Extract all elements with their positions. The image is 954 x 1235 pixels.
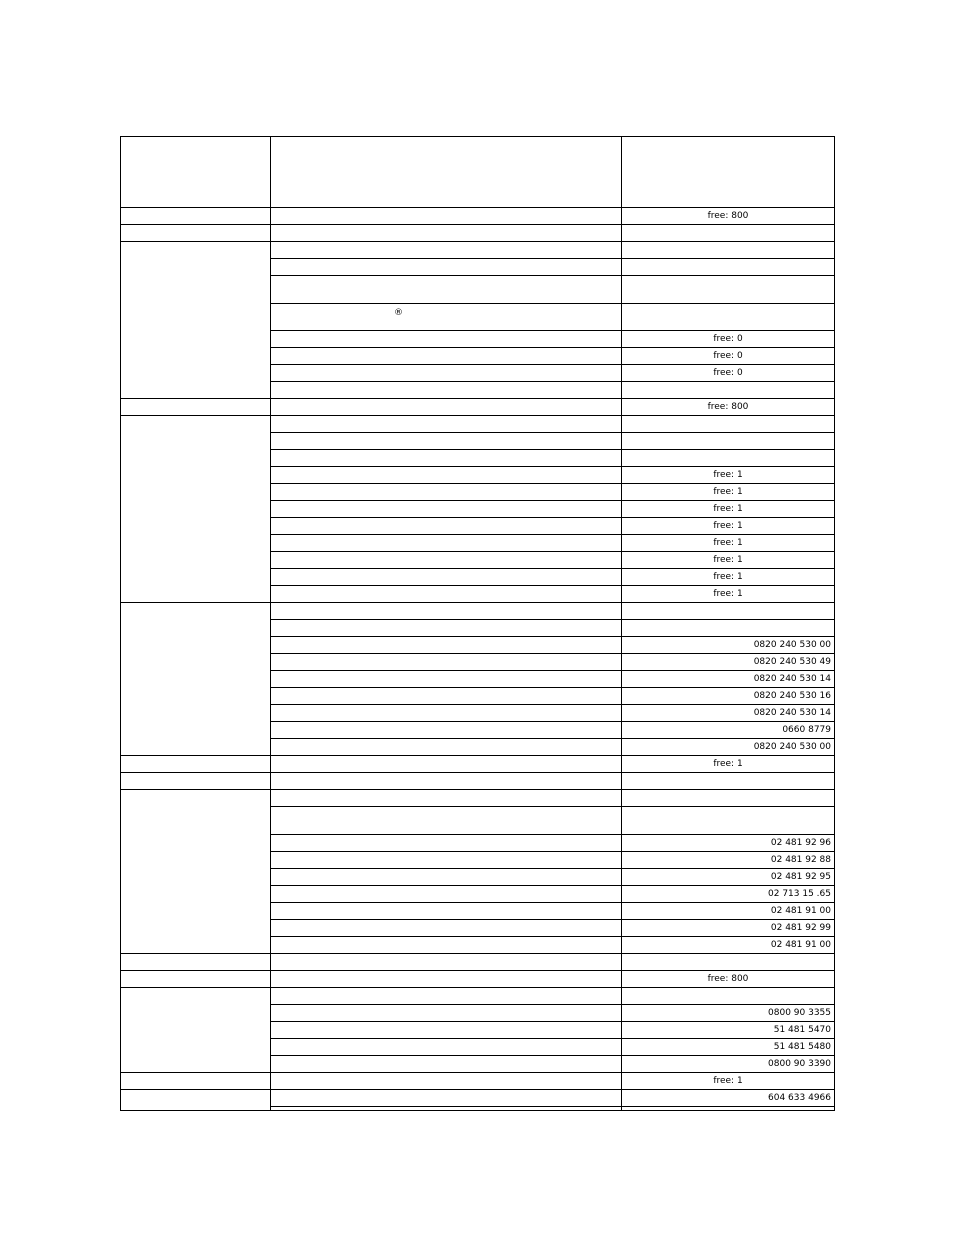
service-cell (270, 224, 622, 242)
phone-number: free: 800 (707, 402, 749, 412)
phone-number: 02 481 91 00 (770, 906, 831, 916)
phone-number: free: 1 (713, 555, 743, 565)
phone-number: free: 1 (713, 504, 743, 514)
phone-cell (621, 241, 835, 259)
service-cell (270, 1055, 622, 1073)
phone-number: free: 1 (713, 487, 743, 497)
region-cell (120, 602, 271, 756)
phone-number: 0820 240 530 14 (753, 674, 831, 684)
phone-cell (621, 330, 835, 348)
phone-cell (621, 1021, 835, 1039)
phone-cell (621, 258, 835, 276)
phone-number: 02 481 92 99 (770, 923, 831, 933)
service-cell (270, 738, 622, 756)
phone-number: 02 481 91 00 (770, 940, 831, 950)
service-cell (270, 303, 622, 331)
phone-number: 0820 240 530 00 (753, 742, 831, 752)
phone-number: 02 481 92 88 (770, 855, 831, 865)
service-cell (270, 415, 622, 433)
service-cell (270, 534, 622, 552)
service-cell (270, 568, 622, 586)
service-cell (270, 1038, 622, 1056)
service-cell (270, 602, 622, 620)
phone-number: free: 800 (707, 974, 749, 984)
service-cell (270, 851, 622, 869)
service-cell (270, 500, 622, 518)
phone-cell (621, 500, 835, 518)
phone-cell (621, 398, 835, 416)
phone-cell (621, 704, 835, 722)
phone-cell (621, 1089, 835, 1107)
phone-number: free: 1 (713, 759, 743, 769)
region-cell (120, 789, 271, 954)
region-cell (120, 970, 271, 988)
region-cell (120, 1072, 271, 1090)
phone-cell (621, 347, 835, 365)
phone-number: 02 481 92 96 (770, 838, 831, 848)
region-cell (120, 136, 271, 208)
service-cell (270, 551, 622, 569)
service-cell (270, 241, 622, 259)
phone-cell (621, 619, 835, 637)
service-cell (270, 381, 622, 399)
service-cell (270, 721, 622, 739)
region-cell (120, 755, 271, 773)
region-cell (120, 1089, 271, 1111)
region-cell (120, 772, 271, 790)
phone-cell (621, 449, 835, 467)
service-cell (270, 432, 622, 450)
region-cell (120, 241, 271, 399)
phone-number: 0800 90 3355 (768, 1008, 831, 1018)
service-cell (270, 919, 622, 937)
service-cell (270, 275, 622, 304)
service-cell (270, 806, 622, 835)
service-cell (270, 636, 622, 654)
service-cell (270, 517, 622, 535)
phone-cell (621, 868, 835, 886)
service-cell (270, 1089, 622, 1107)
phone-number: free: 1 (713, 572, 743, 582)
phone-cell (621, 987, 835, 1005)
region-cell (120, 207, 271, 225)
phone-cell (621, 885, 835, 903)
region-cell (120, 398, 271, 416)
region-cell (120, 953, 271, 971)
phone-cell (621, 953, 835, 971)
phone-cell (621, 534, 835, 552)
service-cell (270, 258, 622, 276)
service-cell (270, 1106, 622, 1111)
service-cell (270, 653, 622, 671)
phone-number: free: 1 (713, 589, 743, 599)
service-cell (270, 483, 622, 501)
service-cell (270, 970, 622, 988)
phone-cell (621, 207, 835, 225)
service-cell (270, 1021, 622, 1039)
service-cell (270, 755, 622, 773)
service-cell (270, 704, 622, 722)
service-cell (270, 789, 622, 807)
phone-cell (621, 303, 835, 331)
service-cell (270, 207, 622, 225)
phone-cell (621, 670, 835, 688)
phone-number: 0800 90 3390 (768, 1059, 831, 1069)
phone-number: 604 633 4966 (768, 1093, 831, 1103)
service-cell (270, 398, 622, 416)
phone-number: free: 800 (707, 211, 749, 221)
phone-cell (621, 755, 835, 773)
phone-cell (621, 738, 835, 756)
phone-cell (621, 636, 835, 654)
phone-cell (621, 602, 835, 620)
phone-cell (621, 224, 835, 242)
service-cell (270, 868, 622, 886)
service-cell (270, 364, 622, 382)
phone-cell (621, 483, 835, 501)
phone-cell (621, 432, 835, 450)
phone-cell (621, 517, 835, 535)
service-cell (270, 347, 622, 365)
phone-cell (621, 415, 835, 433)
service-cell (270, 330, 622, 348)
region-cell (120, 415, 271, 603)
service-cell (270, 1004, 622, 1022)
phone-number: 0820 240 530 14 (753, 708, 831, 718)
service-cell (270, 772, 622, 790)
service-cell (270, 936, 622, 954)
phone-number: free: 1 (713, 1076, 743, 1086)
service-cell (270, 687, 622, 705)
service-cell (270, 902, 622, 920)
phone-number: 02 713 15 .65 (768, 889, 831, 899)
phone-cell (621, 806, 835, 835)
phone-cell (621, 551, 835, 569)
phone-cell (621, 789, 835, 807)
phone-number: 02 481 92 95 (770, 872, 831, 882)
phone-number: free: 0 (713, 334, 743, 344)
service-cell (270, 885, 622, 903)
service-cell (270, 619, 622, 637)
phone-cell (621, 568, 835, 586)
region-cell (120, 987, 271, 1073)
phone-number: 0820 240 530 49 (753, 657, 831, 667)
phone-cell (621, 1055, 835, 1073)
phone-number: free: 1 (713, 470, 743, 480)
service-cell (270, 466, 622, 484)
phone-cell (621, 1106, 835, 1111)
phone-cell (621, 1038, 835, 1056)
service-cell (270, 670, 622, 688)
phone-cell (621, 936, 835, 954)
phone-number: free: 0 (713, 368, 743, 378)
service-cell (270, 449, 622, 467)
phone-cell (621, 136, 835, 208)
phone-cell (621, 275, 835, 304)
phone-cell (621, 381, 835, 399)
phone-cell (621, 466, 835, 484)
phone-number: 51 481 5470 (773, 1025, 831, 1035)
phone-cell (621, 902, 835, 920)
service-cell (270, 953, 622, 971)
service-cell (270, 136, 622, 208)
phone-number: 51 481 5480 (773, 1042, 831, 1052)
phone-number: free: 1 (713, 538, 743, 548)
phone-number: free: 1 (713, 521, 743, 531)
phone-cell (621, 919, 835, 937)
phone-number: 0660 8779 (782, 725, 831, 735)
phone-cell (621, 970, 835, 988)
service-cell (270, 1072, 622, 1090)
phone-cell (621, 1072, 835, 1090)
service-cell (270, 585, 622, 603)
phone-cell (621, 834, 835, 852)
phone-cell (621, 364, 835, 382)
phone-cell (621, 772, 835, 790)
phone-cell (621, 585, 835, 603)
phone-number: free: 0 (713, 351, 743, 361)
service-cell (270, 987, 622, 1005)
phone-cell (621, 687, 835, 705)
phone-cell (621, 1004, 835, 1022)
region-cell (120, 224, 271, 242)
phone-number: 0820 240 530 00 (753, 640, 831, 650)
phone-cell (621, 653, 835, 671)
phone-cell (621, 851, 835, 869)
service-cell (270, 834, 622, 852)
phone-number: 0820 240 530 16 (753, 691, 831, 701)
registered-mark: ® (394, 308, 403, 318)
phone-cell (621, 721, 835, 739)
